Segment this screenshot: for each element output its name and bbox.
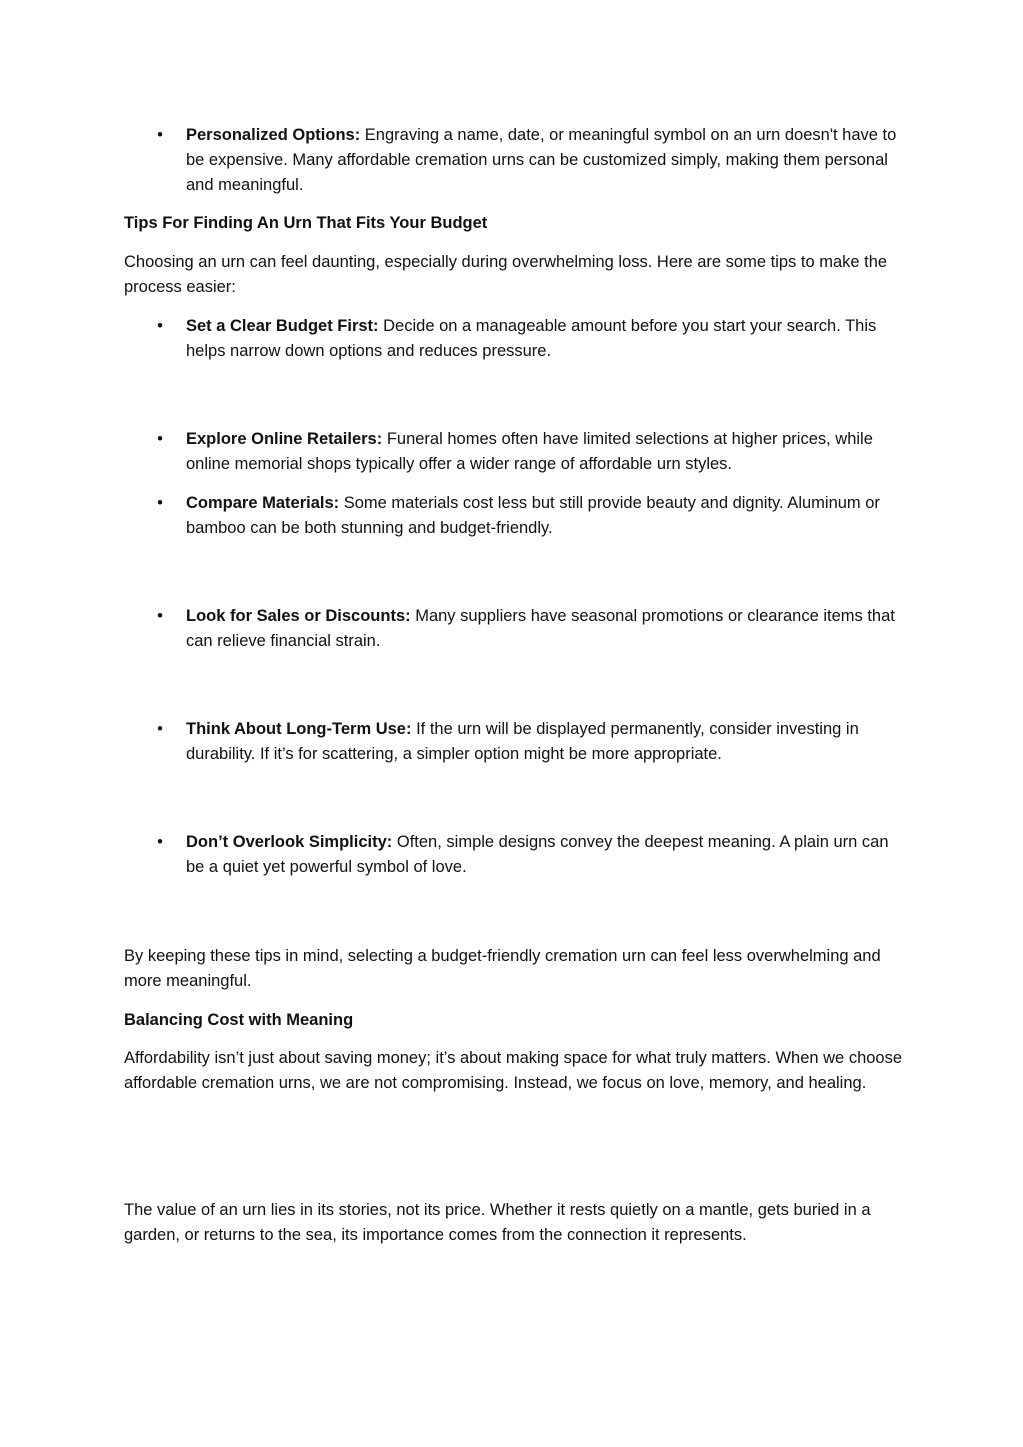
tips-closing: By keeping these tips in mind, selecting a budget-friendly cremation urn can feel less overwhelming and more meaningful. xyxy=(124,947,881,990)
list-item-text xyxy=(186,491,904,541)
tips-intro: Choosing an urn can feel daunting, especially during overwhelming loss. Here are some tips to make the process easier: xyxy=(124,253,888,296)
list-item-label: Explore Online Retailers: xyxy=(186,430,383,448)
list-item-body: Funeral homes often have limited selections at higher prices, while online memorial shops typically offer a wider range of affordable urn styles. xyxy=(186,430,873,473)
list-item-label: Don’t Overlook Simplicity: xyxy=(186,833,393,851)
list-item-text xyxy=(186,830,904,880)
bullet-icon: • xyxy=(157,494,163,512)
list-item xyxy=(124,314,904,364)
list-item-label: Personalized Options: xyxy=(186,126,361,144)
list-item-label: Look for Sales or Discounts: xyxy=(186,607,411,625)
list-item-body: Engraving a name, date, or meaningful symbol on an urn doesn't have to be expensive. Many affordable cremation urns can be customized simply, making them personal and meaningful. xyxy=(186,126,897,194)
list-item xyxy=(124,604,904,654)
list-item-text xyxy=(186,123,904,198)
balance-paragraph-2: The value of an urn lies in its stories, not its price. Whether it rests quietly on a mantle, gets buried in a garden, or returns to the sea, its importance comes from the connection it represents. xyxy=(124,1201,871,1244)
list-item-body: Decide on a manageable amount before you start your search. This helps narrow down options and reduces pressure. xyxy=(186,317,877,360)
list-item-body: Many suppliers have seasonal promotions or clearance items that can relieve financial strain. xyxy=(186,607,895,650)
bullet-icon: • xyxy=(157,607,163,625)
bullet-icon: • xyxy=(157,126,163,144)
list-item-label: Set a Clear Budget First: xyxy=(186,317,379,335)
list-item-label: Compare Materials: xyxy=(186,494,340,512)
list-item-label: Think About Long-Term Use: xyxy=(186,720,412,738)
section-heading-balance: Balancing Cost with Meaning xyxy=(124,1011,354,1029)
list-item-body: Some materials cost less but still provide beauty and dignity. Aluminum or bamboo can be both stunning and budget-friendly. xyxy=(186,494,880,537)
list-item-text xyxy=(186,604,904,654)
balance-paragraph-1: Affordability isn’t just about saving money; it’s about making space for what truly matters. When we choose affordable cremation urns, we are not compromising. Instead, we focus on love, memory, and healing. xyxy=(124,1049,903,1092)
list-item xyxy=(124,427,904,477)
bullet-icon: • xyxy=(157,430,163,448)
list-item xyxy=(124,491,904,541)
bullet-icon: • xyxy=(157,833,163,851)
section-heading-tips: Tips For Finding An Urn That Fits Your Budget xyxy=(124,214,488,232)
list-item-body: Often, simple designs convey the deepest meaning. A plain urn can be a quiet yet powerful symbol of love. xyxy=(186,833,889,876)
list-item xyxy=(124,123,904,198)
bullet-icon: • xyxy=(157,317,163,335)
bullet-icon: • xyxy=(157,720,163,738)
list-item xyxy=(124,830,904,880)
list-item-text xyxy=(186,314,904,364)
list-item xyxy=(124,717,904,767)
list-item-text xyxy=(186,717,904,767)
list-item-text xyxy=(186,427,904,477)
list-item-body: If the urn will be displayed permanently, consider investing in durability. If it’s for scattering, a simpler option might be more appropriate. xyxy=(186,720,859,763)
